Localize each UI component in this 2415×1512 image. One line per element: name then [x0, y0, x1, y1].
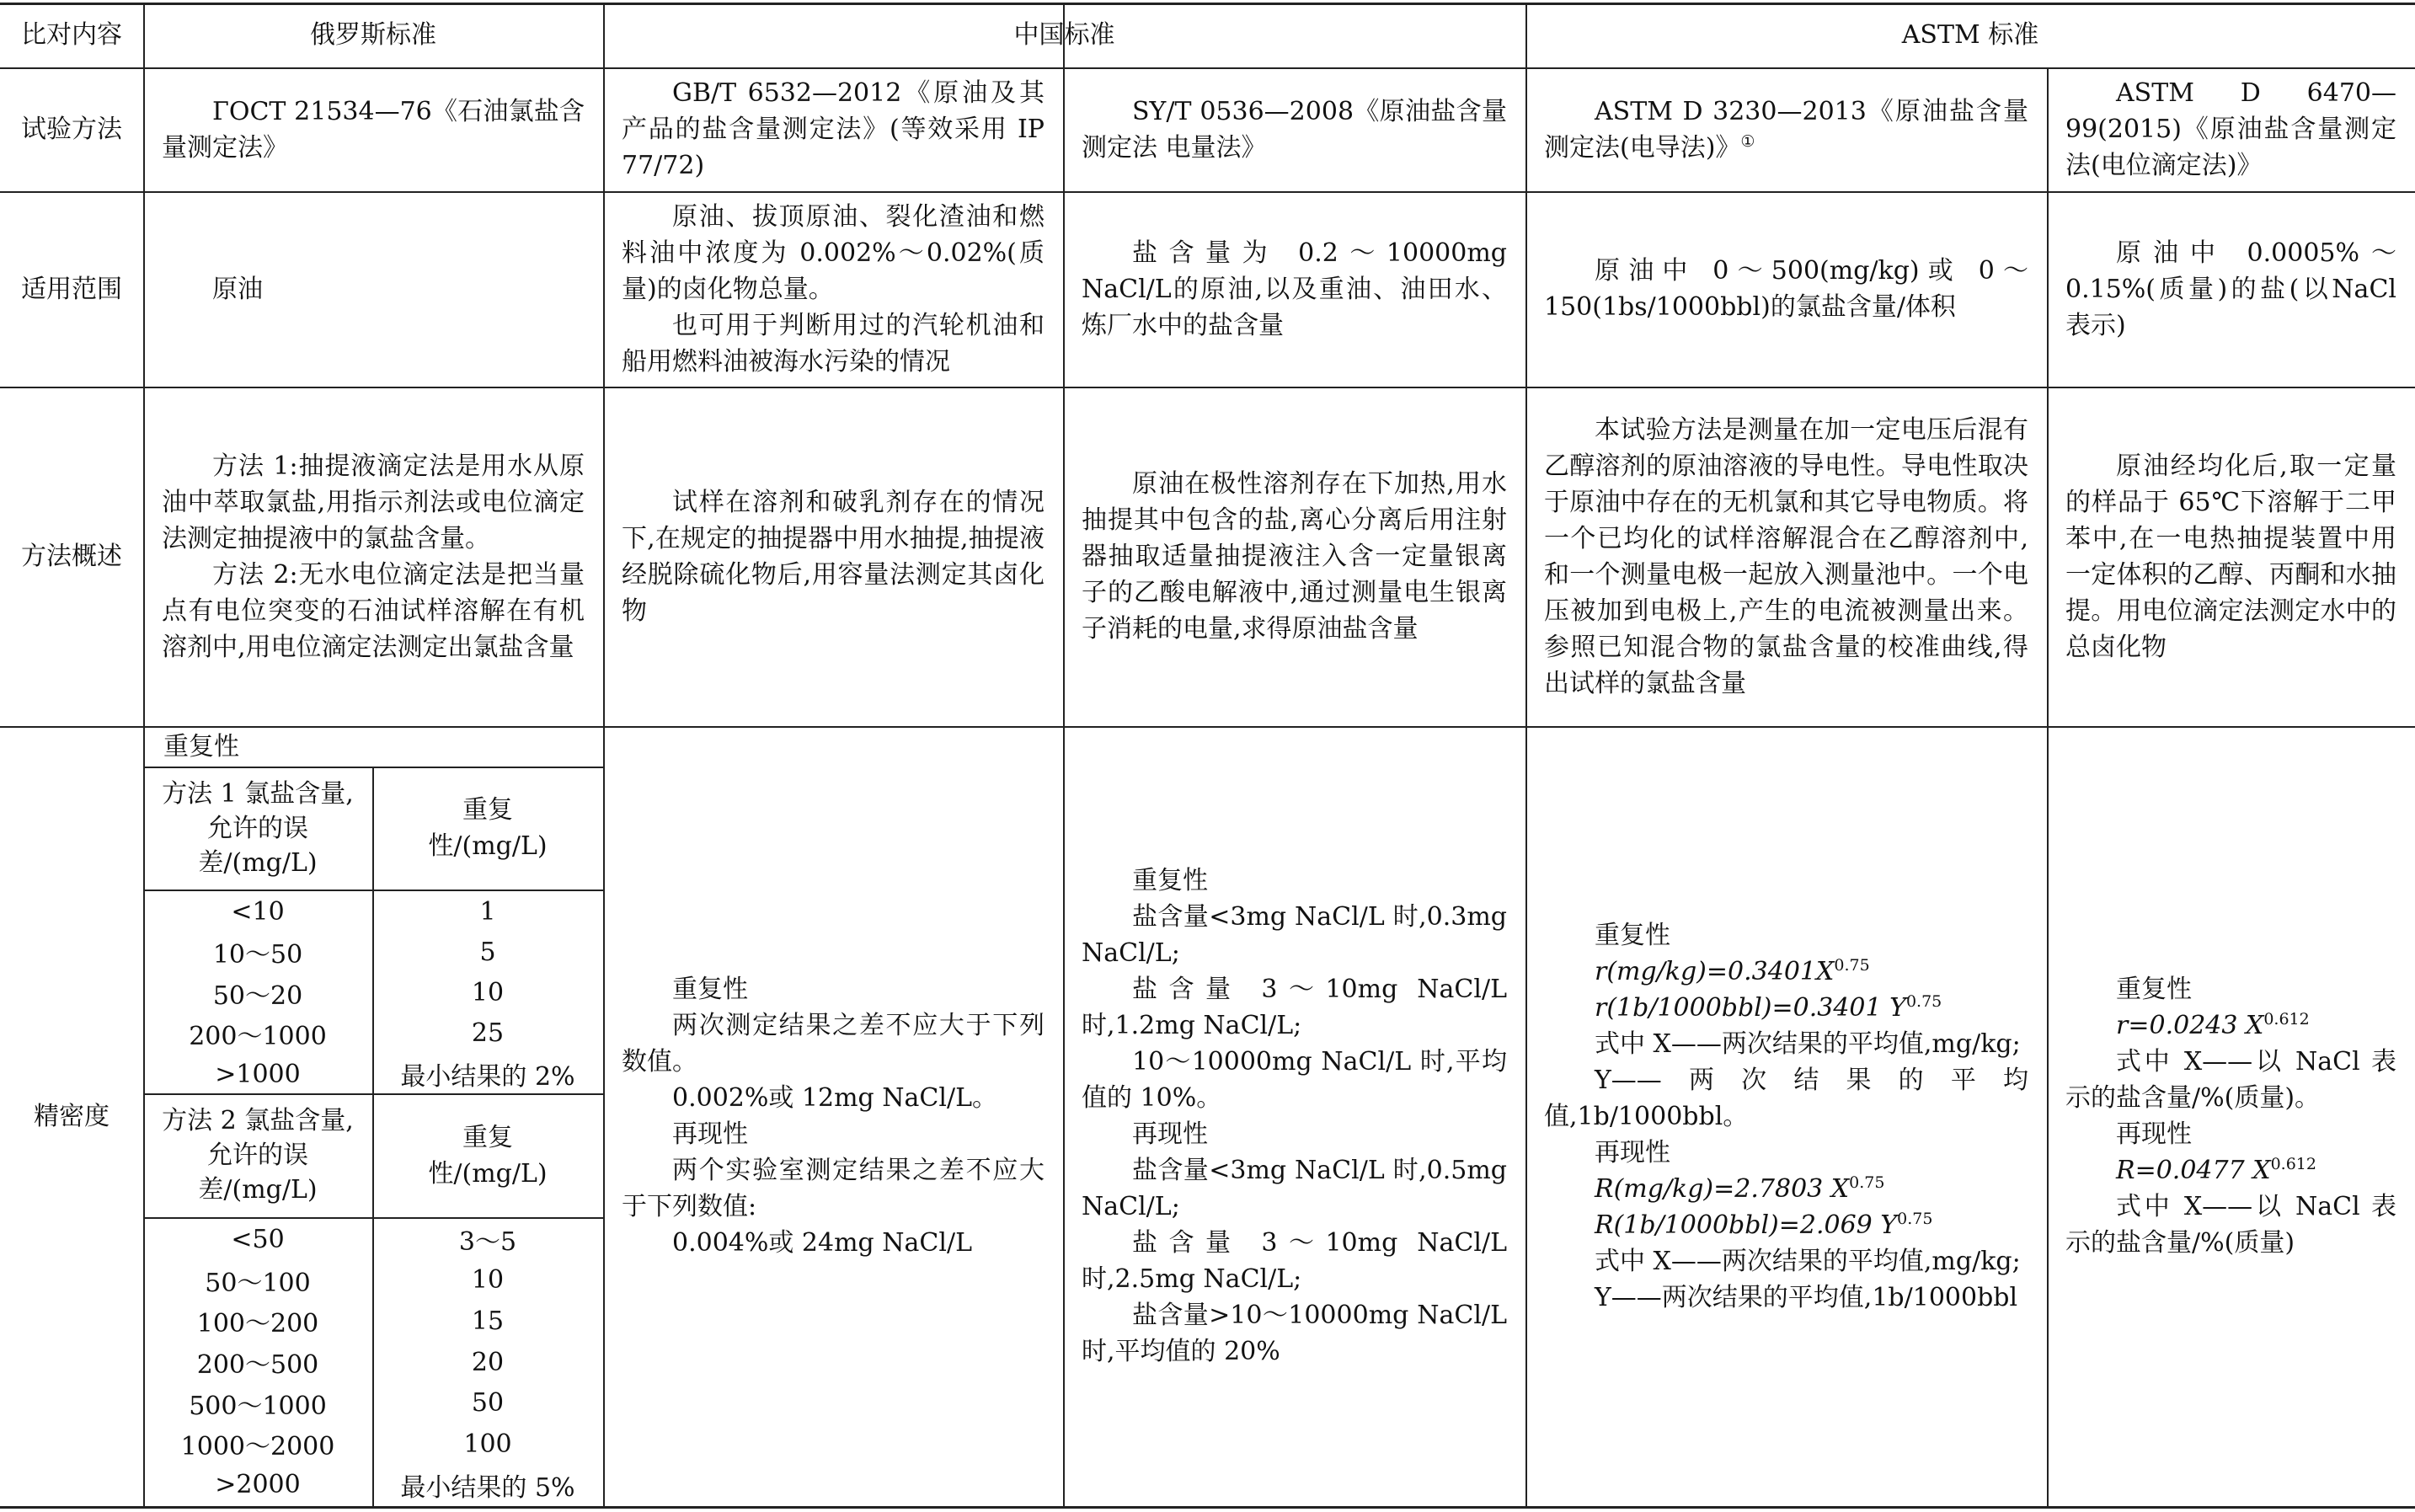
astm1-repro-label: 再现性 — [1595, 1137, 1670, 1167]
m1-repeatability: 1 — [479, 896, 496, 927]
m1-header-b: 重复性/(mg/L) — [428, 795, 548, 861]
formula-exponent: 0.75 — [1905, 991, 1942, 1011]
scope-sy — [1063, 191, 1525, 387]
precision-gb-line: 两个实验室测定结果之差不应大于下列数值: — [622, 1156, 1045, 1221]
astm2-r — [2065, 1007, 2396, 1044]
m1-repeatability: 10 — [471, 978, 505, 1008]
footnote-marker: ① — [1740, 131, 1755, 151]
header-china: 中国标准 — [1013, 20, 1115, 50]
astm2-repro-label: 再现性 — [2116, 1119, 2192, 1149]
m2-repeatability: 10 — [471, 1265, 505, 1296]
m2-range: 500～1000 — [189, 1391, 327, 1421]
m2-repeatability: 100 — [463, 1429, 512, 1459]
precision-sy — [1063, 726, 1525, 1506]
m2-range: 1000～2000 — [180, 1432, 335, 1462]
table-row — [143, 1301, 603, 1342]
header-russia: 俄罗斯标准 — [310, 20, 436, 50]
m1-range: >1000 — [215, 1059, 301, 1089]
row-label-method: 试验方法 — [21, 115, 122, 144]
header-compare: 比对内容 — [21, 20, 122, 50]
table-row — [143, 1013, 603, 1055]
formula-text: r=0.0243 X — [2116, 1011, 2264, 1040]
astm1-r1 — [1544, 954, 2028, 990]
method-russia — [143, 67, 603, 191]
precision-astm-d3230 — [1525, 726, 2047, 1506]
astm2-where1: 式中 X——以 NaCl 表示的盐含量/%(质量)。 — [2065, 1047, 2396, 1113]
m2-range: >2000 — [215, 1470, 301, 1500]
precision-gb-line: 重复性 — [672, 975, 748, 1004]
formula-text: R(1b/1000bbl)=2.069 Y — [1595, 1210, 1898, 1240]
precision-russia-title: 重复性 — [163, 731, 239, 761]
row-label-scope: 适用范围 — [21, 274, 122, 304]
precision-sy-line: 再现性 — [1132, 1119, 1208, 1149]
m2-range: <50 — [231, 1224, 285, 1254]
method-russia-text: ГОСТ 21534—76《石油氯盐含量测定法》 — [162, 96, 585, 163]
m1-repeatability: 最小结果的 2% — [400, 1062, 575, 1093]
scope-astm-d3230 — [1525, 191, 2047, 387]
precision-gb-line: 两次测定结果之差不应大于下列数值。 — [622, 1011, 1045, 1077]
formula-exponent: 0.612 — [2270, 1155, 2316, 1173]
precision-sy-line: 盐含量<3mg NaCl/L 时,0.5mg NaCl/L; — [1082, 1156, 1507, 1221]
precision-gb-line: 再现性 — [672, 1119, 748, 1149]
m2-header-a: 方法 2 氯盐含量,允许的误差/(mg/L) — [162, 1106, 354, 1205]
m1-range: 50～20 — [212, 980, 303, 1011]
astm1-where3: 式中 X——两次结果的平均值,mg/kg; — [1595, 1246, 2021, 1276]
scope-sy-text: 盐含量为 0.2～10000mg NaCl/L的原油,以及重油、油田水、炼厂水中的盐含量 — [1082, 238, 1507, 340]
m1-range: 200～1000 — [189, 1021, 327, 1051]
precision-astm-d6470 — [2047, 726, 2415, 1506]
precision-sy-line: 盐含量<3mg NaCl/L 时,0.3mg NaCl/L; — [1082, 902, 1507, 968]
m2-repeatability: 50 — [471, 1388, 505, 1419]
m2-range: 50～100 — [205, 1268, 311, 1298]
astm1-R1 — [1544, 1171, 2028, 1207]
scope-astm1-text: 原油中 0～500(mg/kg)或 0～150(1bs/1000bbl)的氯盐含量/体积 — [1544, 256, 2028, 322]
scope-russia-text: 原油 — [212, 274, 263, 304]
m2-header-b: 重复性/(mg/L) — [428, 1122, 548, 1189]
precision-gb — [603, 726, 1063, 1506]
table-row — [143, 972, 603, 1013]
row-label-precision: 精密度 — [34, 1101, 110, 1131]
scope-gb-p1: 原油、拔顶原油、裂化渣油和燃料油中浓度为 0.002%～0.02%(质量)的卤化物总量。 — [622, 201, 1045, 304]
formula-text: R=0.0477 X — [2116, 1156, 2271, 1185]
formula-exponent: 0.75 — [1834, 955, 1870, 975]
header-astm: ASTM 标准 — [1901, 20, 2039, 50]
formula-exponent: 0.75 — [1849, 1173, 1885, 1192]
summary-astm-d3230 — [1525, 387, 2047, 726]
m2-repeatability: 15 — [471, 1306, 505, 1336]
m2-repeatability: 最小结果的 5% — [400, 1472, 575, 1503]
m2-repeatability: 3～5 — [458, 1227, 517, 1258]
m2-range: 100～200 — [196, 1309, 319, 1339]
astm1-where2: Y——两次结果的平均值,1b/1000bbl。 — [1544, 1065, 2028, 1131]
table-row — [143, 932, 603, 973]
table-row — [143, 1342, 603, 1383]
method-gb — [603, 67, 1063, 191]
summary-astm2-text: 原油经均化后,取一定量的样品于 65℃下溶解于二甲苯中,在一电热抽提装置中用一定体积的乙醇、丙酮和水抽提。用电位滴定法测定水中的总卤化物 — [2065, 451, 2396, 662]
method-sy-text: SY/T 0536—2008《原油盐含量测定法 电量法》 — [1082, 96, 1507, 163]
precision-gb-line: 0.004%或 24mg NaCl/L — [672, 1228, 973, 1258]
precision-sy-line: 10～10000mg NaCl/L 时,平均值的 10%。 — [1082, 1047, 1507, 1113]
formula-exponent: 0.75 — [1897, 1209, 1933, 1228]
scope-astm-d6470 — [2047, 191, 2415, 387]
m1-repeatability: 25 — [471, 1018, 505, 1049]
table-row — [143, 1424, 603, 1465]
scope-russia — [143, 191, 603, 387]
table-row — [143, 1260, 603, 1301]
precision-sy-line: 盐含量 3～10mg NaCl/L 时,1.2mg NaCl/L; — [1082, 975, 1507, 1040]
scope-gb — [603, 191, 1063, 387]
summary-sy-text: 原油在极性溶剂存在下加热,用水抽提其中包含的盐,离心分离后用注射器抽取适量抽提液注入含一定量银离子的乙酸电解液中,通过测量电生银离子消耗的电量,求得原油盐含量 — [1082, 469, 1507, 644]
precision-gb-line: 0.002%或 12mg NaCl/L。 — [672, 1083, 998, 1113]
method-astm-d3230 — [1525, 67, 2047, 191]
formula-text: R(mg/kg)=2.7803 X — [1595, 1173, 1850, 1204]
m1-header-a: 方法 1 氯盐含量,允许的误差/(mg/L) — [162, 778, 354, 878]
row-label-summary: 方法概述 — [21, 542, 122, 571]
scope-astm2-text: 原油中 0.0005%～0.15%(质量)的盐(以NaCl 表示) — [2065, 238, 2396, 340]
scope-gb-p2: 也可用于判断用过的汽轮机油和船用燃料油被海水污染的情况 — [622, 310, 1045, 377]
summary-gb — [603, 387, 1063, 726]
astm1-where4: Y——两次结果的平均值,1b/1000bbl — [1595, 1282, 2018, 1312]
table-row — [143, 1382, 603, 1424]
summary-russia-p1: 方法 1:抽提液滴定法是用水从原油中萃取氯盐,用指示剂法或电位滴定法测定抽提液中的氯盐含量。 — [162, 451, 585, 553]
astm1-R2 — [1544, 1207, 2028, 1243]
m1-range: <10 — [231, 896, 285, 927]
precision-sy-line: 重复性 — [1132, 866, 1208, 895]
method-astm-d6470 — [2047, 67, 2415, 191]
summary-astm1-text: 本试验方法是测量在加一定电压后混有乙醇溶剂的原油溶液的导电性。导电性取决于原油中存在的无机氯和其它导电物质。将一个已均化的试样溶解混合在乙醇溶剂中,和一个测量电极一起放入测量池中。一个电压被加到电极上,产生的电流被测量出来。参照已知混合物的氯盐含量的校准曲线,得出试样的氯盐含量 — [1544, 414, 2028, 698]
astm1-r2 — [1544, 990, 2028, 1026]
astm2-R — [2065, 1152, 2396, 1189]
formula-text: r(1b/1000bbl)=0.3401 Y — [1595, 992, 1906, 1023]
summary-astm-d6470 — [2047, 387, 2415, 726]
summary-gb-text: 试样在溶剂和破乳剂存在的情况下,在规定的抽提器中用水抽提,抽提液经脱除硫化物后,用容量法测定其卤化物 — [622, 487, 1045, 626]
method-astm2-text: ASTM D 6470—99(2015)《原油盐含量测定法(电位滴定法)》 — [2065, 78, 2396, 180]
m2-repeatability: 20 — [471, 1347, 505, 1377]
m1-repeatability: 5 — [479, 937, 496, 967]
method-sy — [1063, 67, 1525, 191]
table-row — [143, 1054, 603, 1095]
table-row — [143, 1465, 603, 1506]
summary-russia — [143, 387, 603, 726]
table-bottom-border — [0, 1506, 2415, 1509]
method-astm1-text: ASTM D 3230—2013《原油盐含量测定法(电导法)》 — [1544, 96, 2028, 163]
precision-sy-line: 盐含量>10～10000mg NaCl/L 时,平均值的 20% — [1082, 1301, 1507, 1366]
formula-exponent: 0.612 — [2263, 1010, 2310, 1028]
astm2-where2: 式中 X——以 NaCl 表示的盐含量/%(质量) — [2065, 1192, 2396, 1258]
m2-range: 200～500 — [196, 1350, 319, 1381]
precision-sy-line: 盐含量 3～10mg NaCl/L 时,2.5mg NaCl/L; — [1082, 1228, 1507, 1294]
summary-russia-p2: 方法 2:无水电位滴定法是把当量点有电位突变的石油试样溶解在有机溶剂中,用电位滴定法测定出氯盐含量 — [162, 559, 585, 662]
method-gb-text: GB/T 6532—2012《原油及其产品的盐含量测定法》(等效采用 IP 77/72) — [622, 78, 1045, 180]
m1-range: 10～50 — [212, 940, 303, 970]
astm1-rep-label: 重复性 — [1595, 920, 1670, 950]
astm1-where1: 式中 X——两次结果的平均值,mg/kg; — [1595, 1028, 2021, 1059]
formula-text: r(mg/kg)=0.3401X — [1595, 956, 1835, 986]
table-row — [143, 1219, 603, 1260]
summary-sy — [1063, 387, 1525, 726]
astm2-rep-label: 重复性 — [2116, 975, 2192, 1004]
table-row — [143, 891, 603, 932]
